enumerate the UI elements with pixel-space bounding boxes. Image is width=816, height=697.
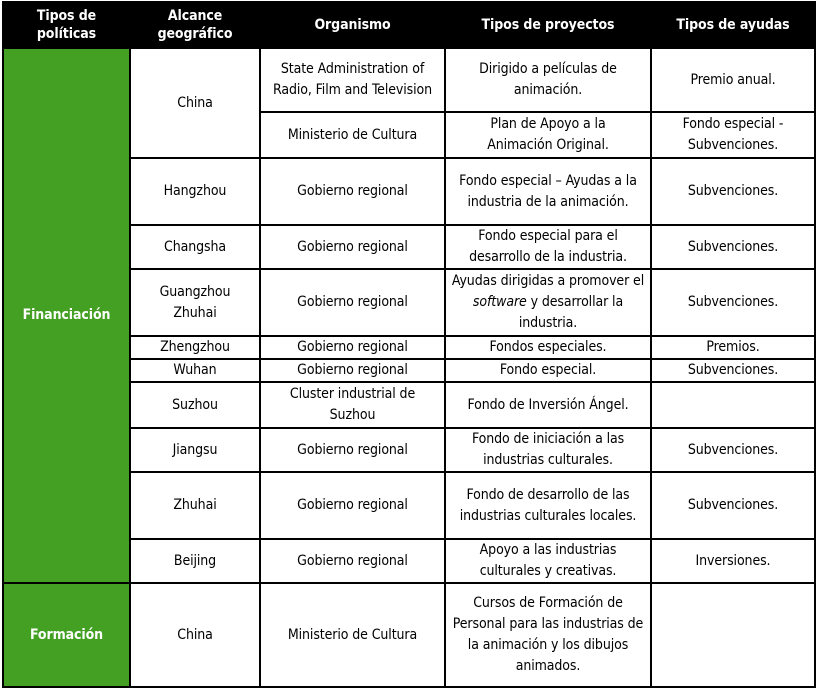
organism-cell: Gobierno regional [260,359,445,382]
header-organism: Organismo [260,2,445,48]
aid-cell: Subvenciones. [651,359,815,382]
project-cell: Apoyo a las industrias culturales y creativas. [445,539,651,583]
aid-cell: Fondo especial - Subvenciones. [651,112,815,158]
scope-cell: Zhengzhou [130,336,260,359]
aid-cell: Subvenciones. [651,225,815,269]
scope-cell: Guangzhou Zhuhai [130,269,260,336]
aid-cell: Inversiones. [651,539,815,583]
project-text-end: y desarrollar la industria. [518,294,624,331]
header-aid-type: Tipos de ayudas [651,2,815,48]
policy-table [2,1,816,688]
scope-cell: Zhuhai [130,472,260,539]
organism-cell: Gobierno regional [260,336,445,359]
organism-cell: Gobierno regional [260,472,445,539]
aid-cell: Premio anual. [651,48,815,112]
header-project-type: Tipos de proyectos [445,2,651,48]
organism-cell: Cluster industrial de Suzhou [260,382,445,428]
project-cell: Dirigido a películas de animación. [445,48,651,112]
organism-cell: Gobierno regional [260,428,445,472]
policy-formacion: Formación [3,583,130,687]
scope-cell: Jiangsu [130,428,260,472]
scope-cell: Beijing [130,539,260,583]
header-policy-type: Tipos de políticas [3,2,130,48]
project-cell: Fondo especial para el desarrollo de la industria. [445,225,651,269]
organism-cell: Gobierno regional [260,225,445,269]
organism-cell: Ministerio de Cultura [260,112,445,158]
scope-cell: Suzhou [130,382,260,428]
project-cell: Cursos de Formación de Personal para las industrias de la animación y los dibujos animados. [445,583,651,687]
organism-cell: Ministerio de Cultura [260,583,445,687]
aid-cell [651,583,815,687]
project-cell: Fondo especial – Ayudas a la industria de la animación. [445,158,651,225]
project-cell: Fondos especiales. [445,336,651,359]
project-text-start: Ayudas dirigidas a promover el [451,273,645,289]
project-cell: Fondo de desarrollo de las industrias culturales locales. [445,472,651,539]
organism-cell: Gobierno regional [260,158,445,225]
aid-cell: Premios. [651,336,815,359]
table-row [3,48,815,112]
organism-cell: Gobierno regional [260,269,445,336]
table-row [3,583,815,687]
aid-cell [651,382,815,428]
organism-cell: Gobierno regional [260,539,445,583]
aid-cell: Subvenciones. [651,269,815,336]
organism-cell: State Administration of Radio, Film and Television [260,48,445,112]
scope-cell: Changsha [130,225,260,269]
aid-cell: Subvenciones. [651,428,815,472]
header-scope: Alcance geográfico [130,2,260,48]
project-cell: Plan de Apoyo a la Animación Original. [445,112,651,158]
aid-cell: Subvenciones. [651,158,815,225]
project-cell: Fondo especial. [445,359,651,382]
scope-cell: Wuhan [130,359,260,382]
project-text-italic: software [472,294,527,310]
header-row [3,2,815,48]
scope-cell: China [130,583,260,687]
scope-cell: Hangzhou [130,158,260,225]
policy-financiacion: Financiación [3,48,130,583]
project-cell: Fondo de Inversión Ángel. [445,382,651,428]
project-cell: Fondo de iniciación a las industrias culturales. [445,428,651,472]
scope-cell: China [130,48,260,158]
aid-cell: Subvenciones. [651,472,815,539]
project-cell [445,269,651,336]
